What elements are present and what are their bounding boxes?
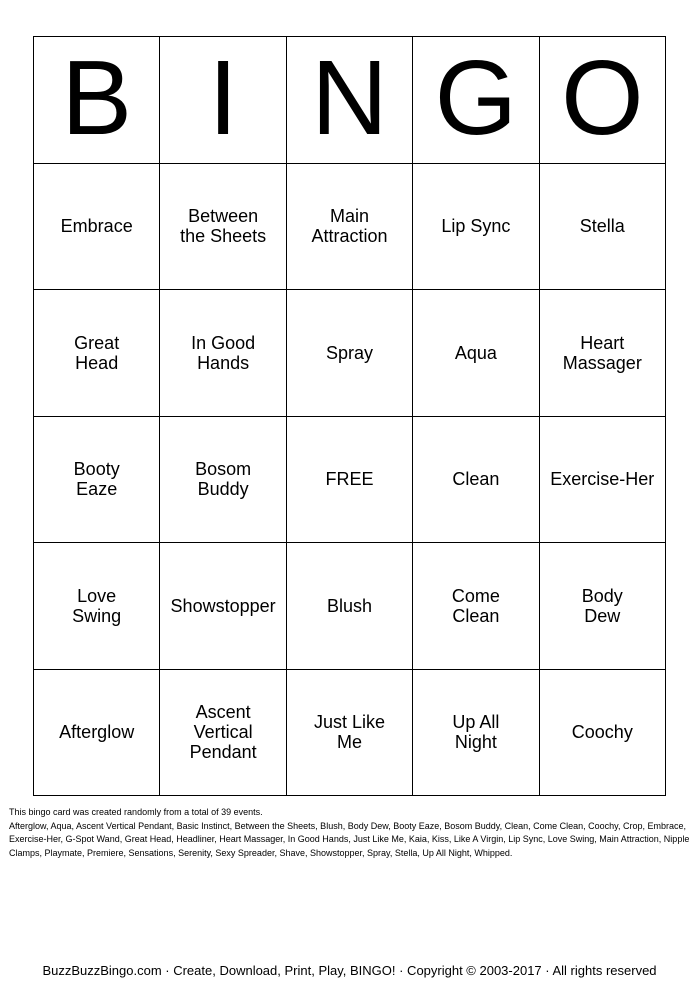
- bingo-cell: Just Like Me: [287, 670, 413, 797]
- bingo-cell: Body Dew: [540, 543, 666, 670]
- info-intro: This bingo card was created randomly from a total of 39 events.: [9, 807, 263, 817]
- bingo-cell: Come Clean: [413, 543, 539, 670]
- bingo-cell: Afterglow: [34, 670, 160, 797]
- bingo-cell: Showstopper: [160, 543, 286, 670]
- bingo-card: [33, 36, 666, 796]
- bingo-cell: Stella: [540, 164, 666, 291]
- bingo-cell: In Good Hands: [160, 290, 286, 417]
- bingo-cell: Clean: [413, 417, 539, 544]
- info-event-list: Afterglow, Aqua, Ascent Vertical Pendant, Basic Instinct, Between the Sheets, Blush, Body Dew, Booty Eaze, Bosom Buddy, Clean, Come Clean, Coochy, Crop, Embrace, Exercise-Her, G-Spot Wand, Great Head, Headliner, Heart Massager, In Good Hands, Just Like Me, Kaia, Kiss, Like A Virgin, Lip Sync, Love Swing, Main Attraction, Nipple Clamps, Playmate, Premiere, Sensations, Serenity, Sexy Spreader, Shave, Showstopper, Spray, Stella, Up All Night, Whipped.: [9, 820, 690, 858]
- bingo-cell: Heart Massager: [540, 290, 666, 417]
- header-letter-g: G: [413, 37, 539, 164]
- bingo-cell: Ascent Vertical Pendant: [160, 670, 286, 797]
- bingo-cell: Bosom Buddy: [160, 417, 286, 544]
- bingo-cell: Booty Eaze: [34, 417, 160, 544]
- bingo-cell: Blush: [287, 543, 413, 670]
- header-letter-i: I: [160, 37, 286, 164]
- bingo-cell: Love Swing: [34, 543, 160, 670]
- header-letter-o: O: [540, 37, 666, 164]
- bingo-cell: Between the Sheets: [160, 164, 286, 291]
- bingo-cell: Main Attraction: [287, 164, 413, 291]
- header-letter-b: B: [34, 37, 160, 164]
- bingo-cell: Aqua: [413, 290, 539, 417]
- bingo-cell: Spray: [287, 290, 413, 417]
- bingo-cell: Coochy: [540, 670, 666, 797]
- free-space-cell: FREE: [287, 417, 413, 544]
- header-letter-n: N: [287, 37, 413, 164]
- bingo-cell: Up All Night: [413, 670, 539, 797]
- card-info: [9, 806, 693, 860]
- bingo-cell: Great Head: [34, 290, 160, 417]
- bingo-cell: Exercise-Her: [540, 417, 666, 544]
- bingo-cell: Lip Sync: [413, 164, 539, 291]
- bingo-cell: Embrace: [34, 164, 160, 291]
- page-footer: BuzzBuzzBingo.com · Create, Download, Print, Play, BINGO! · Copyright © 2003-2017 · All rights reserved: [42, 963, 657, 978]
